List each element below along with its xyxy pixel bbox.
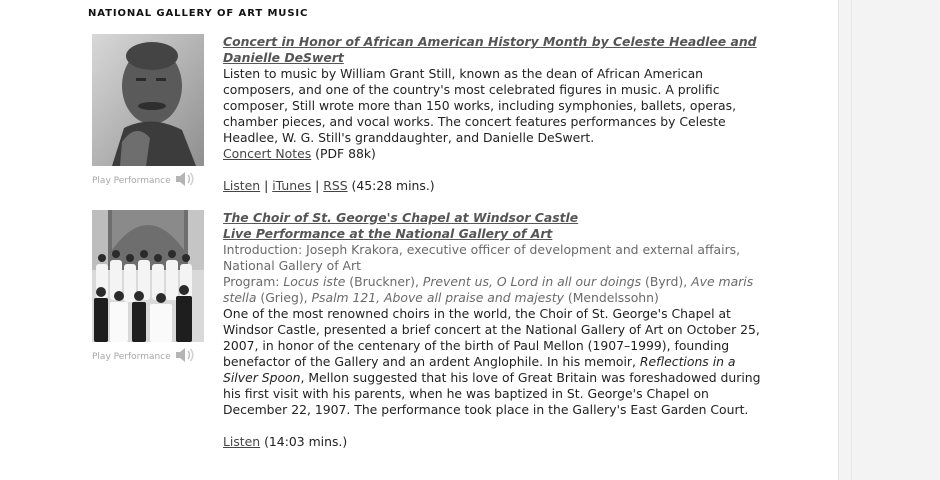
- listen-link[interactable]: Listen: [223, 178, 261, 193]
- program-work: Prevent us, O Lord in all our doings: [422, 274, 642, 289]
- itunes-link[interactable]: iTunes: [272, 178, 312, 193]
- entry-text: [223, 210, 768, 450]
- composer-portrait-image[interactable]: [92, 34, 204, 166]
- entry-description: Listen to music by William Grant Still, known as the dean of African American composers, and one of the country's most celebrated figures in music. A prolific composer, Still wrote more than 150 works, including symphonies, ballets, operas, chamber pieces, and vocal works. The concert features performances by Celeste Headlee, W. G. Still's granddaughter, and Danielle DeSwert.: [223, 66, 737, 145]
- separator: |: [315, 178, 320, 193]
- entry-program: [223, 274, 768, 306]
- description-text: One of the most renowned choirs in the world, the Choir of St. George's Chapel at Windsor Castle, presented a brief concert at the National Gallery of Art on October 25, 2007, in honor of the centenary of the birth of Paul Mellon (1907–1999), founding benefactor of the Gallery and an ardent Anglophile. In his memoir,: [223, 306, 760, 369]
- thumbnail-column: [92, 210, 207, 367]
- thumbnail-column: [92, 34, 207, 191]
- speaker-icon: [174, 346, 196, 367]
- entry-introduction: Introduction: Joseph Krakora, executive officer of development and external affairs, National Gallery of Art: [223, 242, 741, 273]
- play-performance-button[interactable]: [92, 346, 207, 367]
- play-performance-label: Play Performance: [92, 175, 171, 186]
- entry-description: [223, 306, 768, 418]
- program-composer: (Grieg),: [256, 290, 312, 305]
- program-composer: (Mendelssohn): [563, 290, 659, 305]
- program-work: Psalm 121, Above all praise and majesty: [311, 290, 564, 305]
- program-work: Ave maris stella: [223, 274, 754, 305]
- speaker-icon: [174, 170, 196, 191]
- description-text: , Mellon suggested that his love of Great Britain was foreshadowed during his first visit with his parents, when he was baptized in St. George's Chapel on December 22, 1907. The performance took place in the Gallery's East Garden Court.: [223, 370, 761, 417]
- gutter-divider: [851, 0, 852, 480]
- program-composer: (Byrd),: [641, 274, 692, 289]
- play-performance-button[interactable]: [92, 170, 207, 191]
- listen-link[interactable]: Listen: [223, 434, 261, 449]
- entry-text: [223, 34, 768, 194]
- concert-notes-meta: (PDF 88k): [315, 146, 376, 161]
- choir-photo-image[interactable]: [92, 210, 204, 342]
- play-performance-label: Play Performance: [92, 351, 171, 362]
- section-title: NATIONAL GALLERY OF ART MUSIC: [88, 8, 309, 19]
- right-gutter: [838, 0, 940, 480]
- separator: |: [264, 178, 269, 193]
- book-title: Reflections in a Silver Spoon: [223, 354, 736, 385]
- entry-title-link[interactable]: The Choir of St. George's Chapel at Windsor Castle: [223, 210, 579, 225]
- program-composer: (Bruckner),: [345, 274, 423, 289]
- duration: (45:28 mins.): [351, 178, 435, 193]
- entry-subtitle-link[interactable]: Live Performance at the National Gallery of Art: [223, 226, 553, 241]
- concert-notes-link[interactable]: Concert Notes: [223, 146, 312, 161]
- duration: (14:03 mins.): [264, 434, 348, 449]
- rss-link[interactable]: RSS: [323, 178, 348, 193]
- program-prefix: Program:: [223, 274, 284, 289]
- program-work: Locus iste: [283, 274, 346, 289]
- entry-title-link[interactable]: Concert in Honor of African American History Month by Celeste Headlee and Danielle DeSwert: [223, 34, 757, 65]
